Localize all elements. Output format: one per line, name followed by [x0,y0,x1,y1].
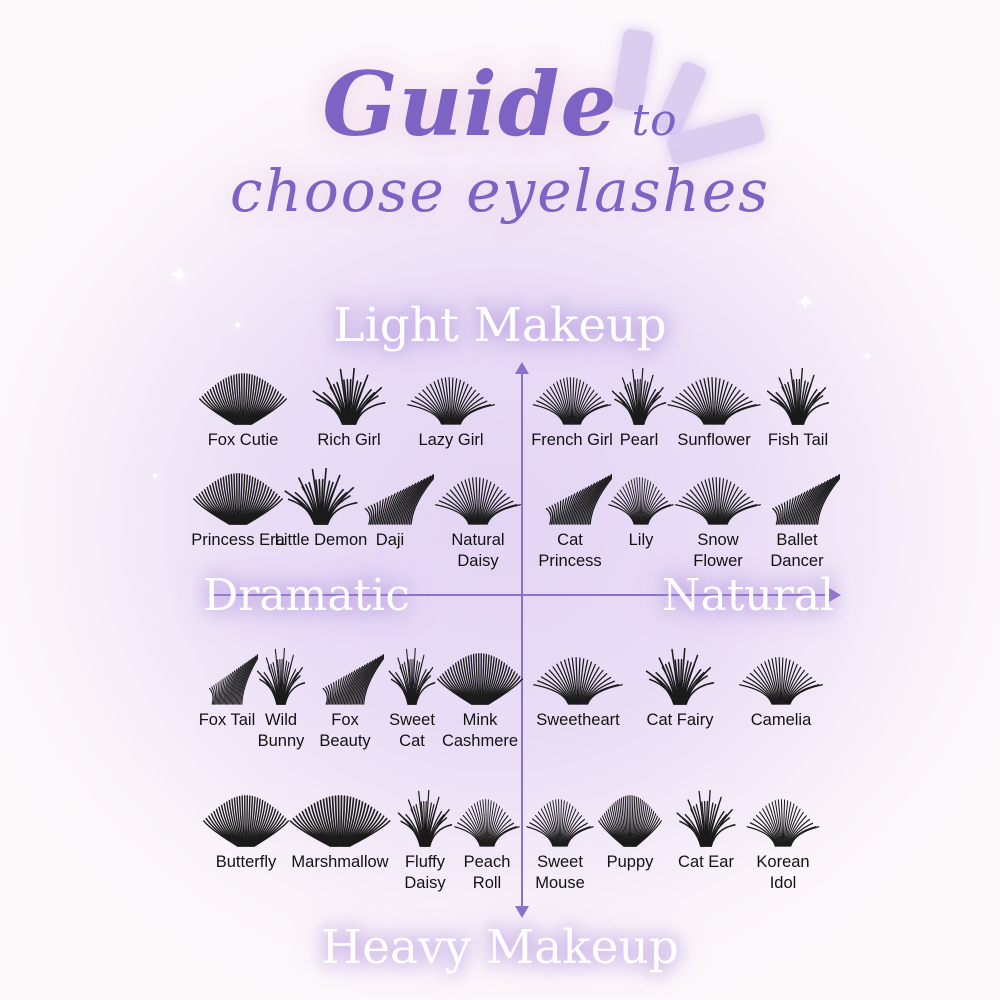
lash-item[interactable] [528,468,612,572]
lash-item[interactable] [302,368,396,451]
lash-cluster-icon [250,648,312,706]
lash-item-label: Sunflower [677,431,751,449]
lash-item-label: Lily [628,531,654,549]
lash-item-label: Pearl [619,431,659,449]
lash-item[interactable] [434,648,526,752]
lash-item[interactable] [524,790,596,894]
lash-item[interactable] [636,648,724,731]
lash-item[interactable] [452,790,522,894]
lash-cluster-icon [286,790,394,848]
lash-item-label: Princess Era [191,531,285,549]
lash-item[interactable] [596,790,664,873]
lash-item[interactable] [196,368,290,451]
lash-item-label: Cat Ear [678,853,734,871]
lash-item[interactable] [530,368,614,451]
lash-item-label: Snow Flower [693,531,743,571]
lash-item[interactable] [190,468,286,551]
lash-cluster-icon [636,648,724,706]
lash-item[interactable] [250,648,312,752]
lash-cluster-icon [596,790,664,848]
lash-item-label: Korean Idol [756,853,810,893]
lash-cluster-icon [668,790,744,848]
sparkle-icon: ✦ [796,290,815,315]
lash-item-label: French Girl [531,431,613,449]
axis-label-heavy-makeup: Heavy Makeup [321,920,679,975]
poster-title [0,52,1000,225]
lash-item-label: Fox Beauty [319,711,371,751]
lash-cluster-icon [452,790,522,848]
lash-cluster-icon [758,368,838,426]
lash-cluster-icon [528,468,612,526]
lash-cluster-icon [434,648,526,706]
lash-item-label: Fox Tail [198,711,256,729]
lash-cluster-icon [530,648,626,706]
lash-item[interactable] [664,368,764,451]
lash-cluster-icon [382,648,442,706]
lash-cluster-icon [306,648,384,706]
axis-label-light-makeup: Light Makeup [333,298,667,353]
lash-item-label: Camelia [750,711,812,729]
lash-item[interactable] [672,468,764,572]
lash-cluster-icon [346,468,434,526]
axis-label-dramatic: Dramatic [203,570,410,621]
lash-cluster-icon [530,368,614,426]
lash-cluster-icon [664,368,764,426]
lash-item[interactable] [758,368,838,451]
title-main: Guide [322,52,618,156]
lash-item[interactable] [196,648,258,731]
lash-item[interactable] [404,368,498,451]
lash-item[interactable] [606,468,676,551]
lash-item[interactable] [382,648,442,752]
lash-item[interactable] [286,790,394,873]
axis-arrow-down-icon [515,906,529,918]
lash-item-label: Mink Cashmere [441,711,519,751]
lash-cluster-icon [200,790,292,848]
lash-cluster-icon [190,468,286,526]
lash-cluster-icon [672,468,764,526]
lash-item-label: Sweetheart [536,711,620,729]
lash-item-label: Peach Roll [463,853,511,893]
lash-item-label: Fluffy Daisy [404,853,446,893]
axis-arrow-up-icon [515,362,529,374]
lash-item-label: Daji [375,531,405,549]
lash-item-label: Natural Daisy [451,531,505,571]
lash-item-label: Sweet Mouse [535,853,585,893]
lash-item-label: Ballet Dancer [770,531,824,571]
lash-cluster-icon [404,368,498,426]
lash-cluster-icon [754,468,840,526]
lash-item-label: Cat Fairy [646,711,714,729]
axis-label-natural: Natural [662,570,835,621]
lash-item[interactable] [744,790,822,894]
title-connector: to [631,95,678,146]
lash-item-label: Fish Tail [767,431,829,449]
lash-cluster-icon [744,790,822,848]
sparkle-icon: ✦ [862,349,873,364]
sparkle-icon: ✦ [232,317,244,333]
lash-cluster-icon [390,790,460,848]
lash-item-label: Lazy Girl [418,431,484,449]
lash-item-label: Cat Princess [538,531,602,571]
sparkle-icon: ✦ [150,469,161,483]
lash-cluster-icon [302,368,396,426]
lash-item[interactable] [200,790,292,873]
lash-item[interactable] [668,790,744,873]
lash-item[interactable] [432,468,524,572]
lash-item[interactable] [736,648,826,731]
lash-cluster-icon [196,368,290,426]
lash-item-label: Fox Cutie [207,431,279,449]
lash-item-label: Marshmallow [291,853,389,871]
lash-cluster-icon [606,468,676,526]
lash-item-label: Wild Bunny [257,711,305,751]
lash-cluster-icon [524,790,596,848]
lash-cluster-icon [736,648,826,706]
lash-cluster-icon [196,648,258,706]
title-subtitle: choose eyelashes [230,157,770,225]
lash-item[interactable] [390,790,460,894]
lash-item-label: Butterfly [215,853,277,871]
lash-cluster-icon [432,468,524,526]
lash-item[interactable] [346,468,434,551]
lash-item[interactable] [306,648,384,752]
lash-item-label: Puppy [606,853,654,871]
lash-item-label: Rich Girl [317,431,381,449]
lash-item-label: Sweet Cat [389,711,435,751]
sparkle-icon: ✦ [168,260,190,290]
lash-item-label: Little Demon [274,531,368,549]
lash-item[interactable] [530,648,626,731]
lash-item[interactable] [754,468,840,572]
